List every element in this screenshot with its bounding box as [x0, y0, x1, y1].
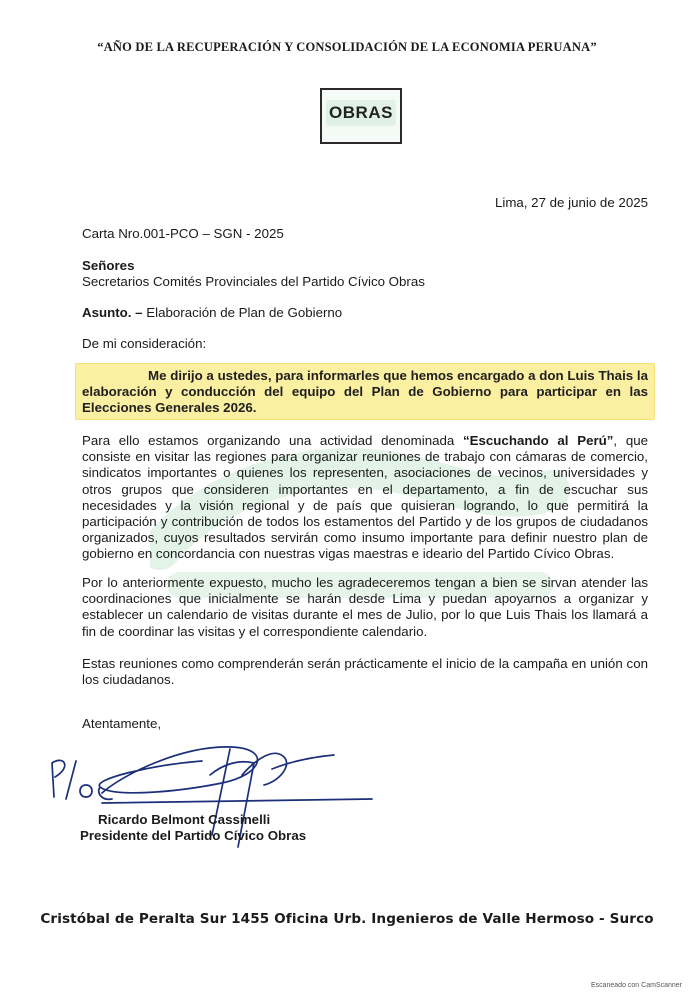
office-address: Cristóbal de Peralta Sur 1455 Oficina Urb. Ingenieros de Valle Hermoso - Surco [40, 911, 654, 927]
scanner-watermark: Escaneado con CamScanner [590, 982, 682, 989]
letter-reference: Carta Nro.001-PCO – SGN - 2025 [82, 226, 284, 241]
paragraph-2 [82, 433, 648, 563]
salutation: Señores [82, 258, 135, 273]
paragraph-2-after: , que consiste en visitar las regiones para organizar reuniones de trabajo con cámaras de comercio, sindicatos importantes o quienes los representen, asociaciones de vecinos, universidades y otros grupos que consideren importantes en el departamento, a fin de escuchar sus necesidades y la visión regional y de país que quisieran logrando, lo que permitirá la participación y contribución de todos los estamentos del Partido y de los grupos de ciudadanos organizados, cuyos resultados servirán como insumo importante para definir nuestro plan de gobierno en concordancia con nuestras vigas maestras e ideario del Partido Cívico Obras. [82, 433, 649, 562]
party-logo-text: OBRAS [326, 100, 396, 126]
signer-title: Presidente del Partido Cívico Obras [80, 828, 307, 843]
subject-line [82, 305, 342, 321]
subject-text: Elaboración de Plan de Gobierno [146, 305, 343, 320]
paragraph-1: Me dirijo a ustedes, para informarles que hemos encargado a don Luis Thais la elaboración y conducción del equipo del Plan de Gobierno para participar en las Elecciones Generales 2026. [82, 368, 648, 416]
year-motto: “AÑO DE LA RECUPERACIÓN Y CONSOLIDACIÓN DE LA ECONOMIA PERUANA” [97, 40, 597, 54]
recipients: Secretarios Comités Provinciales del Partido Cívico Obras [82, 274, 425, 289]
paragraph-3: Por lo anteriormente expuesto, mucho les agradeceremos tengan a bien se sirvan atender las coordinaciones que inicialmente se harán desde Lima y puedan apoyarnos a organizar y establecer un calendario de visitas durante el mes de Julio, por lo que Luis Thais los llamará a fin de coordinar las visitas y el correspondiente calendario. [82, 575, 648, 639]
signer-name: Ricardo Belmont Cassinelli [98, 812, 271, 827]
greeting: De mi consideración: [82, 336, 207, 351]
recipient-block [82, 258, 425, 290]
subject-label: Asunto. – [82, 305, 143, 320]
closing: Atentamente, [82, 716, 162, 731]
activity-name: “Escuchando al Perú” [463, 433, 614, 448]
party-logo [320, 88, 402, 144]
handwritten-signature [42, 735, 382, 865]
paragraph-4: Estas reuniones como comprenderán serán prácticamente el inicio de la campaña en unión con los ciudadanos. [82, 656, 648, 688]
letter-date: Lima, 27 de junio de 2025 [494, 195, 648, 210]
paragraph-2-before: Para ello estamos organizando una actividad denominada [82, 433, 463, 448]
